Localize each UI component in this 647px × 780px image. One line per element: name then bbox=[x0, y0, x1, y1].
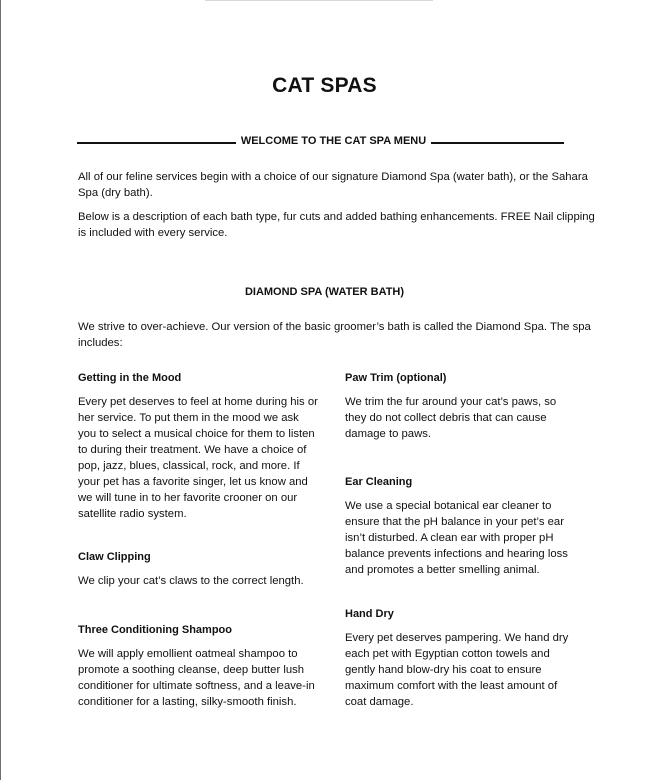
welcome-right-rule bbox=[431, 142, 564, 144]
service-getting-in-the-mood bbox=[78, 370, 318, 522]
service-description: We clip your cat’s claws to the correct length. bbox=[78, 575, 304, 587]
service-title: Getting in the Mood bbox=[78, 372, 182, 384]
service-title: Claw Clipping bbox=[78, 551, 151, 563]
diamond-spa-intro: We strive to over-achieve. Our version of the basic groomer’s bath is called the Diamond Spa. The spa includes: bbox=[78, 321, 591, 350]
service-title: Three Conditioning Shampoo bbox=[78, 624, 232, 636]
page-title: CAT SPAS bbox=[272, 74, 377, 97]
service-description: We trim the fur around your cat’s paws, so they do not collect debris that can cause damage to paws. bbox=[345, 396, 557, 440]
service-three-conditioning-shampoo bbox=[78, 622, 318, 710]
service-title: Ear Cleaning bbox=[345, 476, 413, 488]
service-title: Paw Trim (optional) bbox=[345, 372, 447, 384]
service-hand-dry bbox=[345, 606, 580, 710]
service-description: Every pet deserves pampering. We hand dry each pet with Egyptian cotton towels and gently hand blow-dry his coat to ensure maximum comfort with the least amount of coat damage. bbox=[345, 632, 569, 708]
top-page-rule bbox=[205, 0, 433, 1]
welcome-paragraph-2: Below is a description of each bath type, fur cuts and added bathing enhancements. FREE Nail clipping is included with every service. bbox=[78, 211, 595, 240]
service-claw-clipping bbox=[78, 549, 318, 589]
service-paw-trim bbox=[345, 370, 580, 442]
service-title: Hand Dry bbox=[345, 608, 394, 620]
service-description: We use a special botanical ear cleaner to ensure that the pH balance in your pet’s ear isn’t disturbed. A clean ear with proper pH balance prevents infections and hearing loss and promotes a better smelling animal. bbox=[345, 500, 568, 576]
welcome-heading: WELCOME TO THE CAT SPA MENU bbox=[240, 135, 427, 147]
diamond-spa-heading: DIAMOND SPA (WATER BATH) bbox=[244, 286, 405, 298]
service-description: We will apply emollient oatmeal shampoo to promote a soothing cleanse, deep butter lush conditioner for ultimate softness, and a leave-in conditioner for a lasting, silky-smooth finish. bbox=[78, 648, 315, 708]
service-description: Every pet deserves to feel at home during his or her service. To put them in the mood we ask you to select a musical choice for them to listen to during their treatment. We have a choice of pop, jazz, blues, classical, rock, and more. If your pet has a favorite singer, let us know and we will tune in to her favorite crooner on our satellite radio system. bbox=[78, 396, 318, 520]
service-ear-cleaning bbox=[345, 474, 580, 578]
welcome-paragraph-1: All of our feline services begin with a choice of our signature Diamond Spa (water bath), or the Sahara Spa (dry bath). bbox=[78, 171, 588, 200]
welcome-left-rule bbox=[77, 142, 236, 144]
